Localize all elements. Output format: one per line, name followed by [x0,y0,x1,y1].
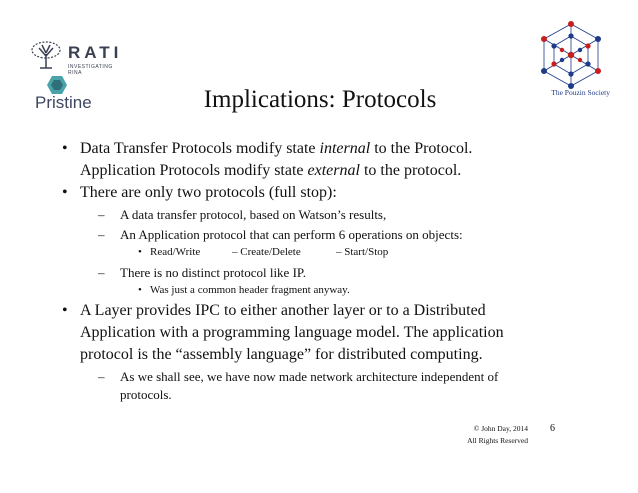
emphasis-internal: internal [319,140,371,157]
pristine-logo [33,75,113,112]
bullet-1-line-1-tail: to the Protocol. [370,140,473,157]
bullet-3-sub-1-line-1: As we shall see, we have now made network architecture independent of [120,369,499,384]
bullet-1-line-2 [80,160,461,182]
bullet-marker: • [62,184,68,201]
bullet-2-sub-1: A data transfer protocol, based on Watson’s results, [120,207,387,222]
page-number: 6 [550,423,555,434]
pristine-wordmark: Pristine [35,93,92,112]
bullet-1-line-1-text: Data Transfer Protocols modify state [80,140,320,157]
bullet-marker: • [138,246,142,258]
irati-logo [30,40,123,76]
dash-marker: – [98,265,105,280]
pouzin-society-logo [536,20,606,90]
bullet-2-sub-3-item: Was just a common header fragment anyway. [150,284,350,296]
rights-text: All Rights Reserved [467,436,528,445]
bullet-marker: • [62,302,68,319]
emphasis-external: external [307,162,360,179]
operation-read-write: Read/Write [150,246,201,258]
bullet-3-line-2: Application with a programming language model. The application [80,324,504,341]
bullet-2-text: There are only two protocols (full stop): [80,184,337,201]
operation-create-delete: – Create/Delete [232,246,301,258]
bullet-marker: • [138,284,142,296]
dash-marker: – [98,369,105,384]
irati-tagline: INVESTIGATING RINA [68,64,113,76]
dash-marker: – [98,227,105,242]
bullet-2-sub-3: There is no distinct protocol like IP. [120,265,306,280]
copyright-text: © John Day, 2014 [473,424,528,433]
pouzin-society-caption: The Pouzin Society [551,88,610,97]
pouzin-network-icon [536,20,606,90]
bullet-1-line-1 [80,138,472,160]
bullet-3-line-3: protocol is the “assembly language” for distributed computing. [80,346,483,363]
dash-marker: – [98,207,105,222]
irati-tree-icon [30,40,62,70]
bullet-marker: • [62,140,68,157]
bullet-3-sub-1-line-2: protocols. [120,387,172,402]
footer-copyright [420,423,528,447]
bullet-1-line-2-text: Application Protocols modify state [80,162,308,179]
bullet-2-sub-2: An Application protocol that can perform 6 operations on objects: [120,227,463,242]
operation-start-stop: – Start/Stop [336,246,389,258]
bullet-3-line-1: A Layer provides IPC to either another layer or to a Distributed [80,302,486,319]
slide-title: Implications: Protocols [203,86,437,113]
bullet-1-line-2-tail: to the protocol. [359,162,462,179]
pristine-hexagon-icon [46,75,68,95]
irati-wordmark: RATI [68,43,123,62]
